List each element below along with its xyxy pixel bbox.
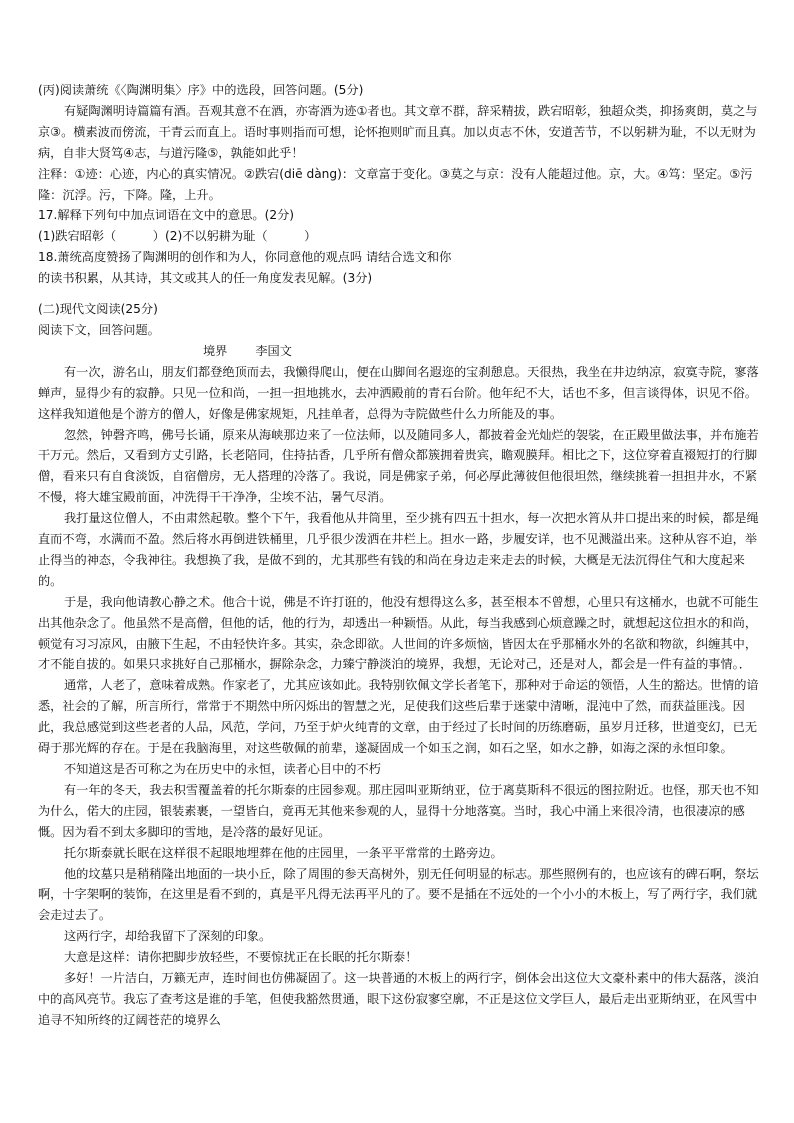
article-title-line [38, 341, 760, 362]
article-paragraph: 托尔斯泰就长眠在这样很不起眼地埋葬在他的庄园里，一条平平常常的土路旁边。 [64, 845, 503, 860]
article-paragraph: 于是，我向他请教心静之术。他合十说，佛是不许打诳的，他没有想得这么多，甚至根本不曾想，心里只有这桶水，也就不可能生出其他杂念了。他虽然不是高僧，但他的话，他的行为，却透出一种颖悟。从此，每当我感到心烦意躁之时，就想起这位担水的和尚，顿觉有习习凉风，由腋下生起，不由轻快许多。其实，杂念即欲。人世间的许多烦恼，皆因太在乎那桶水外的名欲和物欲，纠缠其中，才不能自拔的。如果只求挑好自己那桶水，摒除杂念，力臻宁静淡泊的境界，我想，无论对己，还是对人，都会是一件有益的事情。． [38, 594, 759, 672]
question-17-items: (1)跌宕昭彰（ ）(2)不以躬耕为耻（ ） [38, 229, 317, 244]
question-18-line1: 18.萧统高度赞扬了陶渊明的创作和为人，你同意他的观点吗 请结合选文和你 [38, 250, 452, 265]
section-c-passage: 有疑陶渊明诗篇篇有酒。吾观其意不在酒，亦寄酒为迹①者也。其文章不群，辞采精拔，跌宕昭彰，独超众类，抑扬爽朗，莫之与京③。横素波而傍流，干青云而直上。语时事则指而可想，论怀抱则旷而且真。加以贞志不休，安道苦节，不以躬耕为耻，不以无财为病，自非大贤笃④志，与道污隆⑤，孰能如此乎！ [38, 103, 758, 160]
section-2-instruction: 阅读下文，回答问题。 [38, 322, 160, 337]
question-18-line2: 的读书积累，从其诗，其文或其人的任一角度发表见解。(3分) [38, 271, 373, 286]
section-c-heading: (丙)阅读萧统《〈陶渊明集〉序》中的选段，回答问题。(5分) [38, 83, 364, 97]
section-2-heading: (二)现代文阅读(25分) [38, 302, 158, 317]
article-paragraph: 通常，人老了，意味着成熟。作家老了，尤其应该如此。我特别钦佩文学长者笔下，那种对于命运的领悟，人生的豁达。世情的谙悉，社会的了解，所言所行，常常于不期然中所闪烁出的智慧之光，足使我们这些后辈于迷蒙中清晰，混沌中了然，而获益匪浅。因此，我总感觉到这些老者的人品，风范，学问，乃至于炉火纯青的文章，由于经过了长时间的历练磨砺，虽岁月迁移，世道变幻，已无碍于那光辉的存在。于是在我脑海里，对这些敬佩的前辈，遂凝固成一个如玉之润，如石之坚，如水之静，如海之深的永恒印象。 [38, 678, 759, 756]
article-paragraph: 有一年的冬天，我去积雪覆盖着的托尔斯泰的庄园参观。那庄园叫亚斯纳亚，位于离莫斯科不很远的图拉附近。也怪，那天也不知为什么，偌大的庄园，银装素裹，一望皆白，竟再无其他来参观的人，显得十分地落寞。当时，我心中涌上来很冷清，也很凄凉的感慨。因为看不到太多脚印的雪地，是冷落的最好见证。 [38, 782, 759, 839]
article-paragraph: 忽然，钟磬齐鸣，佛号长诵，原来从海峡那边来了一位法师，以及随同多人，都披着金光灿烂的袈裟，在正殿里做法事，并布施若干万元。然后，又看到方丈引路，长老陪同，住持拈香，几乎所有僧众都簇拥着贵宾，瞻观膜拜。相比之下，这位穿着直裰短打的行脚僧，看来只有自食淡饭，自宿僧房，无人搭理的冷落了。我说，同是佛家子弟，何必厚此薄彼但他很坦然，继续挑着一担担井水，不紧不慢，将大雄宝殿前面，冲洗得干干净净，尘埃不沾，暑气尽消。 [38, 427, 759, 505]
section-c-notes: 注释：①迹：心迹，内心的真实情况。②跌宕(diē dàng)：文章富于变化。③莫之与京：没有人能超过他。京，大。④笃：坚定。⑤污隆：沉浮。污，下降。隆，上升。 [38, 166, 753, 202]
article-paragraph: 有一次，游名山，朋友们都登绝顶而去，我懒得爬山，便在山脚间名遐迩的宝刹憩息。天很热，我坐在井边纳凉，寂寞寺院，寥落蝉声，显得少有的寂静。只见一位和尚，一担一担地挑水，去冲洒殿前的青石台阶。他年纪不大，话也不多，但言谈得体，识见不俗。这样我知道他是个游方的僧人，好像是佛家规矩，凡挂单者，总得为寺院做些什么力所能及的事。 [38, 364, 759, 421]
article-title: 境界 [203, 343, 228, 358]
document-page [38, 80, 760, 1031]
article-paragraph: 我打量这位僧人，不由肃然起敬。整个下午，我看他从井筒里，至少挑有四五十担水，每一次把水筲从井口提出来的时候，都是绳直而不弯，水满而不盈。然后将水再倒进铁桶里，几乎很少泼洒在井栏上。担水一路，步履安详，也不见溅溢出来。这种从容不迫，举止得当的神态，令我神往。我想换了我，是做不到的，尤其那些有钱的和尚在身边走来走去的时候，大概是无法沉得住气和大度起来的。 [38, 511, 759, 588]
question-17: 17.解释下列句中加点词语在文中的意思。(2分) [38, 208, 295, 223]
article-paragraph: 他的坟墓只是稍稍隆出地面的一块小丘，除了周围的参天高树外，别无任何明显的标志。那些照例有的，也应该有的碑石啊，祭坛啊，十字架啊的装饰，在这里是看不到的，真是平凡得无法再平凡的了。要不是插在不远处的一个小小的木板上，写了两行字，我们就会走过去了。 [38, 866, 759, 923]
article-paragraph: 多好！一片洁白，万籁无声，连时间也仿佛凝固了。这一块普通的木板上的两行字，倒体会出这位大文豪朴素中的伟大磊落，淡泊中的高风亮节。我忘了查考这是谁的手笔，但使我豁然贯通，眼下这份寂寥空廓，不正是这位文学巨人，最后走出亚斯纳亚，在风雪中追寻不知所终的辽阔苍茫的境界么 [38, 971, 759, 1027]
article-author: 李国文 [255, 343, 292, 358]
article-paragraph: 不知道这是否可称之为在历史中的永恒，读者心目中的不朽 [64, 762, 381, 776]
article-paragraph: 这两行字，却给我留下了深刻的印象。 [64, 929, 272, 944]
article-paragraph: 大意是这样：请你把脚步放轻些，不要惊扰正在长眠的托尔斯泰！ [64, 950, 418, 965]
